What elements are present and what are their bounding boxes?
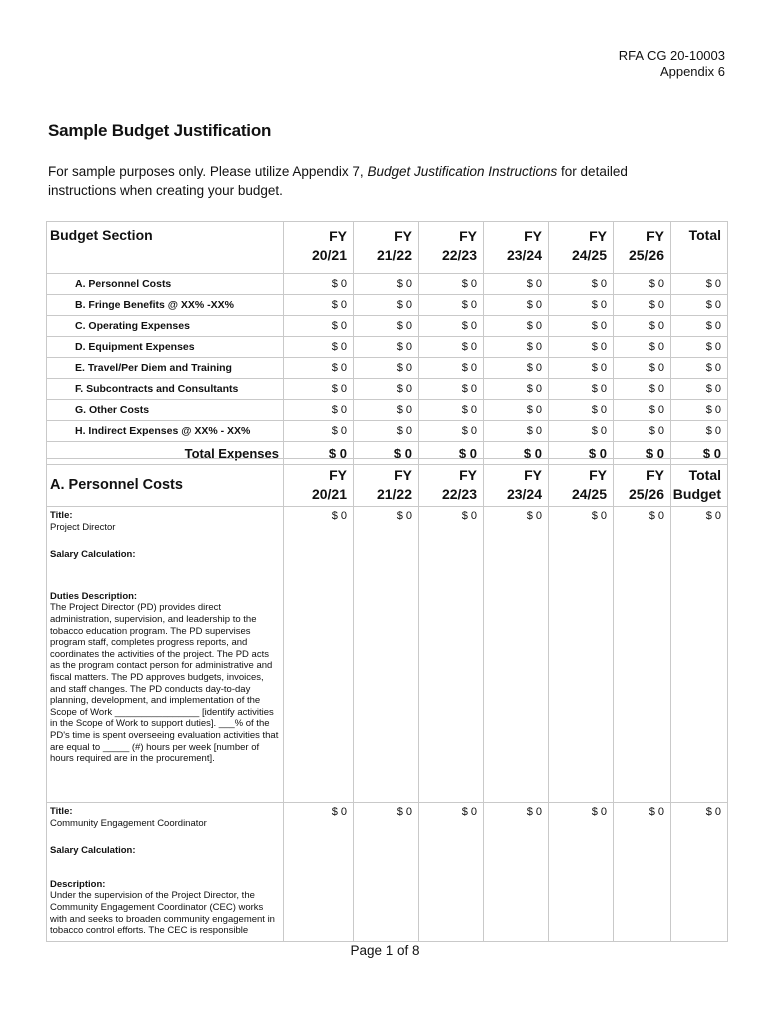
position-description: Under the supervision of the Project Director, the Community Engagement Coordinator (CEC) works with and seeks to broaden community engagement in tobacco control efforts. The CEC is responsible bbox=[50, 890, 275, 937]
row-label: G. Other Costs bbox=[47, 400, 284, 421]
amount-cell: $ 0 bbox=[671, 400, 728, 421]
fy-header: FY 25/26 bbox=[614, 222, 671, 274]
total-amount-cell: $ 0 bbox=[549, 442, 614, 465]
amount-cell: $ 0 bbox=[484, 421, 549, 442]
amount-cell: $ 0 bbox=[419, 358, 484, 379]
summary-header-row bbox=[47, 222, 728, 274]
amount-cell: $ 0 bbox=[419, 295, 484, 316]
table-row bbox=[47, 337, 728, 358]
row-label: F. Subcontracts and Consultants bbox=[47, 379, 284, 400]
amount-cell: $ 0 bbox=[549, 379, 614, 400]
amount-cell: $ 0 bbox=[354, 421, 419, 442]
total-amount-cell: $ 0 bbox=[614, 442, 671, 465]
amount-cell: $ 0 bbox=[354, 358, 419, 379]
salary-calculation-label: Salary Calculation: bbox=[50, 549, 136, 561]
amount-cell: $ 0 bbox=[354, 274, 419, 295]
amount-cell: $ 0 bbox=[484, 358, 549, 379]
amount-cell: $ 0 bbox=[484, 316, 549, 337]
amount-cell: $ 0 bbox=[671, 507, 728, 803]
budget-summary-table bbox=[46, 221, 728, 465]
fy-header: FY 23/24 bbox=[484, 222, 549, 274]
amount-cell: $ 0 bbox=[354, 803, 419, 942]
total-expenses-label: Total Expenses bbox=[47, 442, 284, 465]
amount-cell: $ 0 bbox=[614, 400, 671, 421]
amount-cell: $ 0 bbox=[614, 507, 671, 803]
amount-cell: $ 0 bbox=[354, 400, 419, 421]
total-header: Total bbox=[671, 222, 728, 274]
fy-header: FY 20/21 bbox=[284, 222, 354, 274]
amount-cell: $ 0 bbox=[284, 379, 354, 400]
amount-cell: $ 0 bbox=[549, 274, 614, 295]
total-amount-cell: $ 0 bbox=[671, 442, 728, 465]
amount-cell: $ 0 bbox=[419, 421, 484, 442]
amount-cell: $ 0 bbox=[284, 507, 354, 803]
instructions-reference: Budget Justification Instructions bbox=[367, 164, 558, 179]
amount-cell: $ 0 bbox=[549, 400, 614, 421]
fy-header: FY 25/26 bbox=[614, 459, 671, 507]
fy-header: FY 24/25 bbox=[549, 459, 614, 507]
position-description-cell bbox=[47, 803, 284, 942]
amount-cell: $ 0 bbox=[614, 421, 671, 442]
amount-cell: $ 0 bbox=[671, 803, 728, 942]
intro-text-end: for detailed instructions when creating your budget. bbox=[48, 164, 628, 198]
amount-cell: $ 0 bbox=[354, 316, 419, 337]
amount-cell: $ 0 bbox=[484, 295, 549, 316]
duties-description: The Project Director (PD) provides direct administration, supervision, and leadership to the tobacco education program. The PD supervises program staff, completes progress reports, and coordinates the activities of the project. The PD acts as the program contact person for administrative and fiscal matters. The PD approves budgets, invoices, and staff changes. The PD conducts day-to-day planning, development, and implementation of the Scope of Work ________________ [identify activities in the Scope of Work to support duties]. ___% of the PD's time is spent overseeing evaluation activities that are equal to _____ (#) hours per week [number of hours required are in the procurement]. bbox=[50, 602, 279, 765]
amount-cell: $ 0 bbox=[354, 379, 419, 400]
amount-cell: $ 0 bbox=[284, 295, 354, 316]
amount-cell: $ 0 bbox=[354, 295, 419, 316]
amount-cell: $ 0 bbox=[484, 274, 549, 295]
personnel-row-community-engagement-coordinator bbox=[47, 803, 728, 942]
row-label: D. Equipment Expenses bbox=[47, 337, 284, 358]
amount-cell: $ 0 bbox=[671, 316, 728, 337]
amount-cell: $ 0 bbox=[284, 337, 354, 358]
amount-cell: $ 0 bbox=[671, 295, 728, 316]
total-amount-cell: $ 0 bbox=[284, 442, 354, 465]
salary-calculation-label: Salary Calculation: bbox=[50, 845, 136, 857]
amount-cell: $ 0 bbox=[419, 379, 484, 400]
page-title: Sample Budget Justification bbox=[48, 121, 272, 140]
amount-cell: $ 0 bbox=[671, 274, 728, 295]
total-amount-cell: $ 0 bbox=[484, 442, 549, 465]
fy-header: FY 23/24 bbox=[484, 459, 549, 507]
personnel-header-row bbox=[47, 459, 728, 507]
amount-cell: $ 0 bbox=[419, 400, 484, 421]
amount-cell: $ 0 bbox=[614, 358, 671, 379]
personnel-section-header: A. Personnel Costs bbox=[47, 459, 284, 507]
row-label: E. Travel/Per Diem and Training bbox=[47, 358, 284, 379]
amount-cell: $ 0 bbox=[549, 803, 614, 942]
position-description-cell bbox=[47, 507, 284, 803]
page-number: Page 1 of 8 bbox=[350, 943, 420, 958]
table-row bbox=[47, 316, 728, 337]
amount-cell: $ 0 bbox=[284, 274, 354, 295]
fy-header: FY 24/25 bbox=[549, 222, 614, 274]
amount-cell: $ 0 bbox=[484, 379, 549, 400]
amount-cell: $ 0 bbox=[614, 316, 671, 337]
amount-cell: $ 0 bbox=[549, 295, 614, 316]
table-row bbox=[47, 274, 728, 295]
amount-cell: $ 0 bbox=[419, 316, 484, 337]
amount-cell: $ 0 bbox=[354, 507, 419, 803]
amount-cell: $ 0 bbox=[419, 274, 484, 295]
amount-cell: $ 0 bbox=[284, 358, 354, 379]
intro-paragraph bbox=[48, 162, 688, 200]
amount-cell: $ 0 bbox=[284, 803, 354, 942]
table-row bbox=[47, 400, 728, 421]
total-amount-cell: $ 0 bbox=[419, 442, 484, 465]
amount-cell: $ 0 bbox=[614, 379, 671, 400]
amount-cell: $ 0 bbox=[284, 316, 354, 337]
description-label: Description: bbox=[50, 878, 106, 890]
amount-cell: $ 0 bbox=[671, 358, 728, 379]
table-row bbox=[47, 358, 728, 379]
amount-cell: $ 0 bbox=[614, 274, 671, 295]
intro-text: For sample purposes only. Please utilize Appendix 7, bbox=[48, 164, 368, 179]
amount-cell: $ 0 bbox=[671, 337, 728, 358]
row-label: C. Operating Expenses bbox=[47, 316, 284, 337]
amount-cell: $ 0 bbox=[284, 421, 354, 442]
fy-header: FY 22/23 bbox=[419, 459, 484, 507]
fy-header: FY 21/22 bbox=[354, 459, 419, 507]
duties-description-label: Duties Description: bbox=[50, 590, 138, 602]
total-amount-cell: $ 0 bbox=[354, 442, 419, 465]
budget-section-header: Budget Section bbox=[47, 222, 284, 274]
title-label: Title: bbox=[50, 510, 73, 521]
amount-cell: $ 0 bbox=[354, 337, 419, 358]
position-title: Community Engagement Coordinator bbox=[50, 817, 207, 829]
amount-cell: $ 0 bbox=[671, 379, 728, 400]
row-label: B. Fringe Benefits @ XX% -XX% bbox=[47, 295, 284, 316]
row-label: A. Personnel Costs bbox=[47, 274, 284, 295]
amount-cell: $ 0 bbox=[284, 400, 354, 421]
amount-cell: $ 0 bbox=[419, 507, 484, 803]
amount-cell: $ 0 bbox=[671, 421, 728, 442]
fy-header: FY 22/23 bbox=[419, 222, 484, 274]
amount-cell: $ 0 bbox=[419, 337, 484, 358]
personnel-costs-table bbox=[46, 458, 728, 942]
fy-header: FY 20/21 bbox=[284, 459, 354, 507]
amount-cell: $ 0 bbox=[549, 337, 614, 358]
total-budget-header: Total Budget bbox=[671, 459, 728, 507]
amount-cell: $ 0 bbox=[614, 337, 671, 358]
amount-cell: $ 0 bbox=[484, 337, 549, 358]
fy-header: FY 21/22 bbox=[354, 222, 419, 274]
table-row bbox=[47, 379, 728, 400]
table-row bbox=[47, 295, 728, 316]
row-label: H. Indirect Expenses @ XX% - XX% bbox=[47, 421, 284, 442]
amount-cell: $ 0 bbox=[549, 358, 614, 379]
amount-cell: $ 0 bbox=[484, 507, 549, 803]
amount-cell: $ 0 bbox=[614, 295, 671, 316]
amount-cell: $ 0 bbox=[419, 803, 484, 942]
personnel-row-project-director bbox=[47, 507, 728, 803]
table-row bbox=[47, 421, 728, 442]
amount-cell: $ 0 bbox=[614, 803, 671, 942]
position-title: Project Director bbox=[50, 521, 116, 533]
amount-cell: $ 0 bbox=[549, 507, 614, 803]
rfa-number: RFA CG 20-10003 bbox=[618, 48, 725, 63]
appendix-label: Appendix 6 bbox=[659, 64, 725, 79]
amount-cell: $ 0 bbox=[484, 400, 549, 421]
amount-cell: $ 0 bbox=[549, 316, 614, 337]
amount-cell: $ 0 bbox=[484, 803, 549, 942]
title-label: Title: bbox=[50, 806, 73, 817]
amount-cell: $ 0 bbox=[549, 421, 614, 442]
document-reference bbox=[619, 48, 725, 80]
